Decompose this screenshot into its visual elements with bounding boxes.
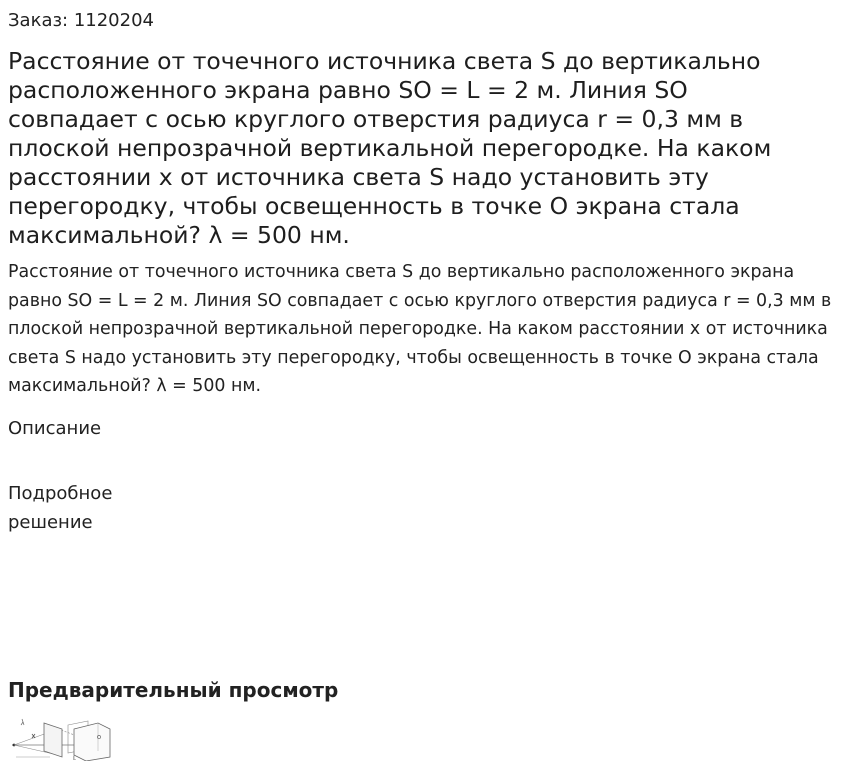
diagram-thumbnail-icon	[10, 715, 114, 761]
svg-text:L: L	[73, 756, 76, 761]
order-number: Заказ: 1120204	[8, 10, 154, 31]
problem-text: Расстояние от точечного источника света S до вертикально расположенного экрана равно SO = L = 2 м. Линия SO совпадает с осью круглого отверстия радиуса r = 0,3 мм в плоской непрозрачной вертикальной перегородке. На каком расстоянии x от источника света S надо установить эту перегородку, чтобы освещенность в точке O экрана стала максимальной? λ = 500 нм.	[8, 262, 832, 397]
problem-title: Расстояние от точечного источника света S до вертикально расположенного экрана равно SO = L = 2 м. Линия SO совпадает с осью круглого отверстия радиуса r = 0,3 мм в плоской непрозрачной вертикальной перегородке. На каком расстоянии x от источника света S надо установить эту перегородку, чтобы освещенность в точке O экрана стала максимальной? λ = 500 нм.	[8, 47, 772, 249]
solution-label[interactable]: Подробное решение	[8, 483, 113, 533]
description-label[interactable]: Описание	[8, 418, 102, 439]
preview-heading: Предварительный просмотр	[8, 678, 339, 702]
preview-image[interactable]	[10, 715, 114, 761]
